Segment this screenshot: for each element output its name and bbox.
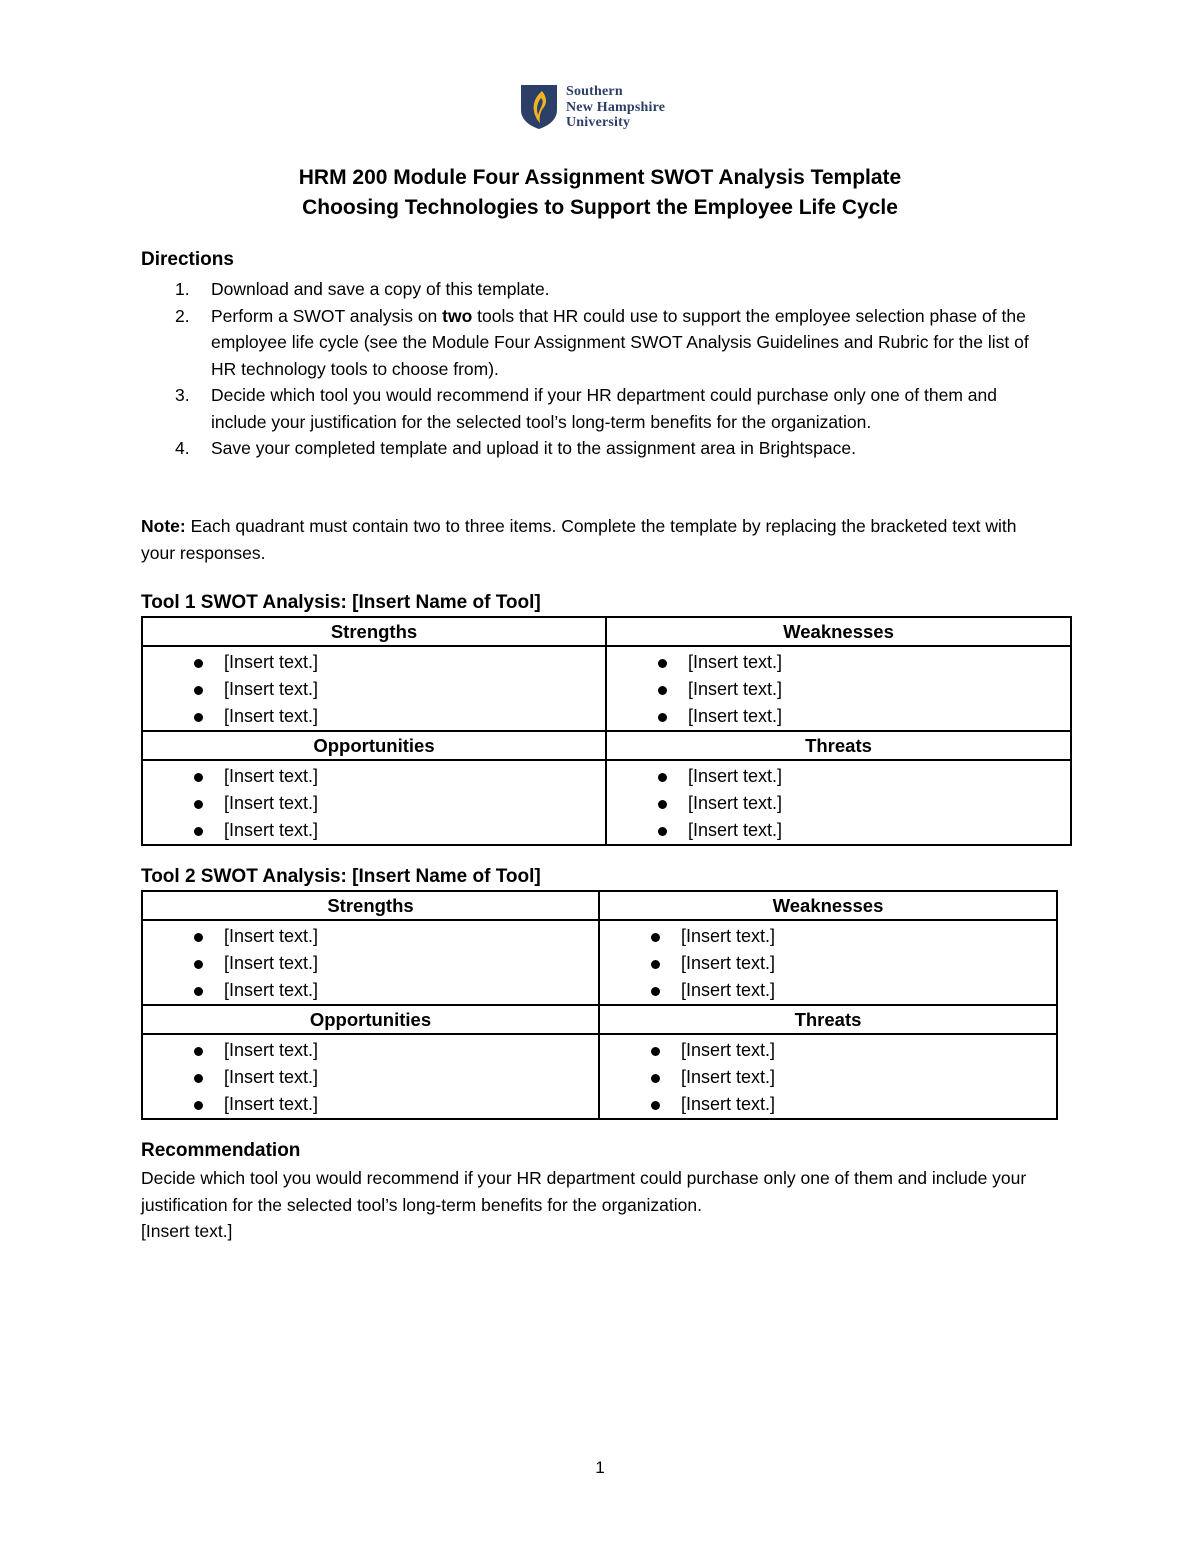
- document-title: HRM 200 Module Four Assignment SWOT Analysis Template: [298, 166, 902, 189]
- weaknesses-header: Weaknesses: [599, 891, 1057, 920]
- list-item: [Insert text.]: [191, 1037, 598, 1064]
- opportunities-header: Opportunities: [142, 1005, 599, 1034]
- shield-icon: [520, 84, 558, 130]
- logo-line-1: Southern: [566, 84, 623, 99]
- list-item: [Insert text.]: [191, 977, 598, 1004]
- direction-number: 4.: [175, 438, 190, 458]
- list-item: [Insert text.]: [191, 703, 605, 730]
- direction-item: [141, 303, 1041, 383]
- direction-emphasis: two: [442, 305, 473, 326]
- recommendation-body: [141, 1165, 1071, 1245]
- logo-line-3: University: [566, 115, 631, 130]
- list-item: [Insert text.]: [655, 649, 1070, 676]
- strengths-cell: [142, 920, 599, 1005]
- list-item: [Insert text.]: [191, 1064, 598, 1091]
- weaknesses-header: Weaknesses: [606, 617, 1071, 646]
- directions-heading: Directions: [141, 249, 234, 270]
- snhu-logo: [520, 84, 690, 134]
- threats-header: Threats: [599, 1005, 1057, 1034]
- list-item: [Insert text.]: [191, 1091, 598, 1118]
- document-subtitle: Choosing Technologies to Support the Employee Life Cycle: [302, 196, 898, 219]
- logo-wordmark: [566, 84, 665, 131]
- list-item: [Insert text.]: [648, 1037, 1056, 1064]
- direction-text: Download and save a copy of this template.: [211, 279, 550, 299]
- tool-1-title: Tool 1 SWOT Analysis: [Insert Name of Tool]: [141, 592, 541, 613]
- direction-item: [141, 382, 1041, 435]
- opportunities-header: Opportunities: [142, 731, 606, 760]
- logo-line-2: New Hampshire: [566, 99, 666, 115]
- direction-item: [141, 435, 1041, 462]
- list-item: [Insert text.]: [648, 950, 1056, 977]
- list-item: [Insert text.]: [648, 977, 1056, 1004]
- tool-2-title: Tool 2 SWOT Analysis: [Insert Name of Tool]: [141, 866, 541, 887]
- tool-2-swot-table: [141, 890, 1058, 1120]
- weaknesses-cell: [599, 920, 1057, 1005]
- note-label: Note:: [141, 516, 186, 536]
- list-item: [Insert text.]: [191, 763, 605, 790]
- direction-number: 1.: [175, 279, 190, 299]
- list-item: [Insert text.]: [191, 950, 598, 977]
- strengths-cell: [142, 646, 606, 731]
- opportunities-cell: [142, 760, 606, 845]
- direction-number: 3.: [175, 385, 190, 405]
- list-item: [Insert text.]: [655, 763, 1070, 790]
- page-number: 1: [595, 1458, 605, 1477]
- strengths-header: Strengths: [142, 891, 599, 920]
- direction-number: 2.: [175, 305, 190, 326]
- threats-cell: [606, 760, 1071, 845]
- recommendation-heading: Recommendation: [141, 1140, 301, 1161]
- direction-text: Perform a SWOT analysis on: [211, 305, 443, 326]
- list-item: [Insert text.]: [191, 790, 605, 817]
- list-item: [Insert text.]: [191, 676, 605, 703]
- recommendation-placeholder: [Insert text.]: [141, 1221, 233, 1241]
- list-item: [Insert text.]: [648, 1064, 1056, 1091]
- direction-item: [141, 276, 1041, 303]
- list-item: [Insert text.]: [655, 676, 1070, 703]
- strengths-header: Strengths: [142, 617, 606, 646]
- list-item: [Insert text.]: [191, 817, 605, 844]
- opportunities-cell: [142, 1034, 599, 1119]
- note-text: Each quadrant must contain two to three items. Complete the template by replacing the bracketed text with your responses.: [141, 516, 1017, 563]
- direction-text: Save your completed template and upload it to the assignment area in Brightspace.: [211, 438, 856, 458]
- list-item: [Insert text.]: [191, 923, 598, 950]
- list-item: [Insert text.]: [648, 923, 1056, 950]
- list-item: [Insert text.]: [655, 817, 1070, 844]
- threats-header: Threats: [606, 731, 1071, 760]
- list-item: [Insert text.]: [191, 649, 605, 676]
- directions-list: [141, 276, 1041, 462]
- list-item: [Insert text.]: [655, 790, 1070, 817]
- tool-1-swot-table: [141, 616, 1072, 846]
- direction-text: Decide which tool you would recommend if your HR department could purchase only one of them and include your justification for the selected tool’s long-term benefits for the organization.: [211, 385, 997, 432]
- threats-cell: [599, 1034, 1057, 1119]
- recommendation-text: Decide which tool you would recommend if your HR department could purchase only one of them and include your justification for the selected tool’s long-term benefits for the organization.: [141, 1168, 1027, 1215]
- list-item: [Insert text.]: [655, 703, 1070, 730]
- weaknesses-cell: [606, 646, 1071, 731]
- note-paragraph: [141, 513, 1041, 566]
- list-item: [Insert text.]: [648, 1091, 1056, 1118]
- direction-text-rest: tools that HR could use to support the employee selection phase of the employee life cycle (see the Module Four Assignment SWOT Analysis Guidelines and Rubric for the list of HR technology tools to choose from).: [211, 305, 1029, 379]
